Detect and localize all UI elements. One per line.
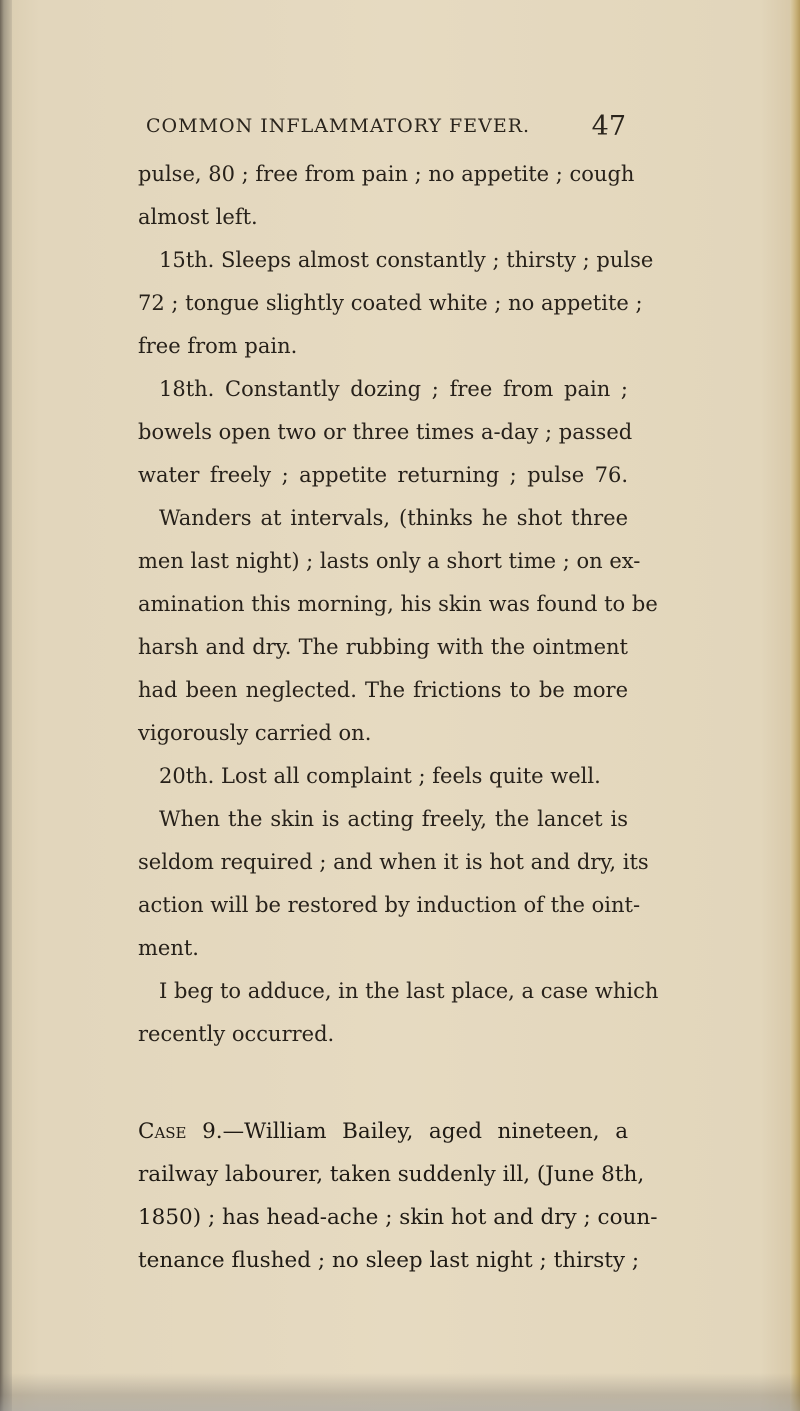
case-9-paragraph: [138, 1110, 658, 1282]
scan-shadow: [0, 1373, 800, 1411]
case-label: Case 9.: [138, 1119, 223, 1144]
paragraph-gap: [138, 1056, 628, 1110]
text-line: 72 ; tongue slightly coated white ; no appetite ;: [138, 291, 643, 315]
text-line: 1850) ; has head-ache ; skin hot and dry ; coun-: [138, 1205, 658, 1230]
text-line: railway labourer, taken suddenly ill, (June 8th,: [138, 1162, 645, 1187]
text-line: seldom required ; and when it is hot and dry, its: [138, 850, 649, 874]
text-line: free from pain.: [138, 334, 298, 358]
case-first-line-text: —William Bailey, aged nineteen, a: [222, 1119, 629, 1144]
text-line: ment.: [138, 936, 199, 960]
running-title: COMMON INFLAMMATORY FEVER.: [146, 115, 531, 137]
text-line: When the skin is acting freely, the lancet is: [159, 807, 628, 831]
text-line: 15th. Sleeps almost constantly ; thirsty ; pulse: [159, 248, 654, 272]
body-text: [138, 153, 659, 1282]
text-line: had been neglected. The frictions to be more: [138, 678, 628, 702]
page-outer-edge: [790, 0, 800, 1411]
text-line: vigorously carried on.: [138, 721, 372, 745]
text-line: amination this morning, his skin was found to be: [138, 592, 658, 616]
text-line: water freely ; appetite returning ; pulse 76.: [138, 463, 628, 487]
text-line: recently occurred.: [138, 1022, 335, 1046]
text-line: men last night) ; lasts only a short time ; on ex-: [138, 549, 641, 573]
case-first-line: [138, 1110, 628, 1153]
text-line: tenance flushed ; no sleep last night ; thirsty ;: [138, 1248, 640, 1273]
text-line: I beg to adduce, in the last place, a case which: [159, 979, 659, 1003]
running-head: [146, 111, 626, 145]
page-number: 47: [591, 111, 626, 142]
text-line: harsh and dry. The rubbing with the ointment: [138, 635, 628, 659]
text-line: pulse, 80 ; free from pain ; no appetite ; cough: [138, 162, 635, 186]
text-line: 18th. Constantly dozing ; free from pain ;: [159, 377, 628, 401]
text-line: 20th. Lost all complaint ; feels quite well.: [159, 764, 601, 788]
text-line: bowels open two or three times a-day ; passed: [138, 420, 633, 444]
text-line: action will be restored by induction of the oint-: [138, 893, 641, 917]
text-line: almost left.: [138, 205, 258, 229]
page-binding-edge: [0, 0, 12, 1411]
text-line: Wanders at intervals, (thinks he shot three: [159, 506, 628, 530]
